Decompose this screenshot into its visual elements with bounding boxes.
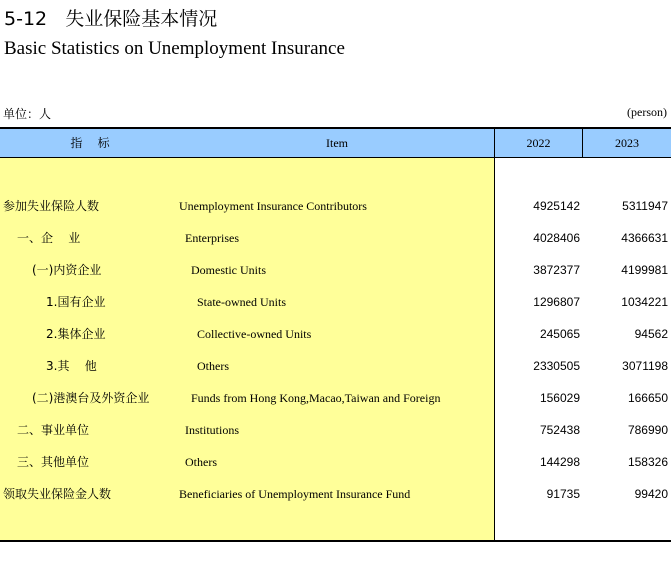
table-row (0, 420, 671, 440)
value-2023: 1034221 (621, 295, 668, 309)
table-row (0, 196, 671, 216)
value-2022: 4028406 (533, 231, 580, 245)
value-2022: 3872377 (533, 263, 580, 277)
row-label-en: Funds from Hong Kong,Macao,Taiwan and Foreign (191, 391, 441, 405)
value-2022: 245065 (539, 327, 580, 341)
row-label-en: Others (197, 359, 229, 373)
table-row (0, 356, 671, 376)
table-row (0, 484, 671, 504)
value-2022: 4925142 (533, 199, 580, 213)
row-label-en: Collective-owned Units (197, 327, 312, 341)
value-2022: 1296807 (533, 295, 580, 309)
table-row (0, 324, 671, 344)
row-label-cn: 参加失业保险人数 (3, 199, 100, 213)
row-label-cn: 领取失业保险金人数 (3, 487, 112, 501)
table-row (0, 292, 671, 312)
row-label-cn: 1.国有企业 (46, 295, 106, 309)
header-item-en: Item (326, 136, 348, 150)
value-2023: 99420 (634, 487, 668, 501)
statistics-table (0, 127, 671, 541)
page-title-english: Basic Statistics on Unemployment Insurance (4, 38, 345, 59)
value-2022: 752438 (539, 423, 580, 437)
row-label-en: Unemployment Insurance Contributors (179, 199, 367, 213)
table-row (0, 388, 671, 408)
row-label-en: Enterprises (185, 231, 239, 245)
page-title-chinese: 5-12 失业保险基本情况 (4, 8, 218, 30)
table-row (0, 260, 671, 280)
value-2023: 4199981 (621, 263, 668, 277)
row-label-cn: 一、企 业 (17, 231, 81, 245)
value-2023: 158326 (627, 455, 668, 469)
row-label-en: Domestic Units (191, 263, 266, 277)
header-indicator-cn: 指 标 (70, 136, 110, 150)
value-2023: 4366631 (621, 231, 668, 245)
header-year-2023: 2023 (615, 136, 639, 150)
table-row (0, 228, 671, 248)
value-2022: 91735 (546, 487, 580, 501)
table-header (0, 129, 671, 158)
table-bottom-rule (0, 540, 671, 542)
row-label-cn: 2.集体企业 (46, 327, 106, 341)
row-label-cn: 3.其 他 (46, 359, 97, 373)
value-2022: 156029 (539, 391, 580, 405)
table-row (0, 452, 671, 472)
row-label-cn: 三、其他单位 (17, 455, 90, 469)
value-2023: 94562 (634, 327, 668, 341)
value-2023: 5311947 (622, 199, 668, 213)
row-label-en: Beneficiaries of Unemployment Insurance Fund (179, 487, 411, 501)
unit-label-chinese: 单位：人 (3, 107, 52, 121)
header-column-divider (582, 129, 583, 158)
row-label-en: State-owned Units (197, 295, 286, 309)
value-2023: 166650 (627, 391, 668, 405)
value-2022: 2330505 (533, 359, 580, 373)
row-label-cn: 二、事业单位 (17, 423, 90, 437)
value-2022: 144298 (539, 455, 580, 469)
value-2023: 786990 (627, 423, 668, 437)
value-2023: 3071198 (622, 359, 668, 373)
row-label-cn: (二)港澳台及外资企业 (32, 391, 150, 405)
row-label-cn: (一)内资企业 (32, 263, 102, 277)
unit-label-english: (person) (627, 105, 667, 119)
row-label-en: Others (185, 455, 217, 469)
header-year-2022: 2022 (526, 136, 551, 150)
row-label-en: Institutions (185, 423, 240, 437)
